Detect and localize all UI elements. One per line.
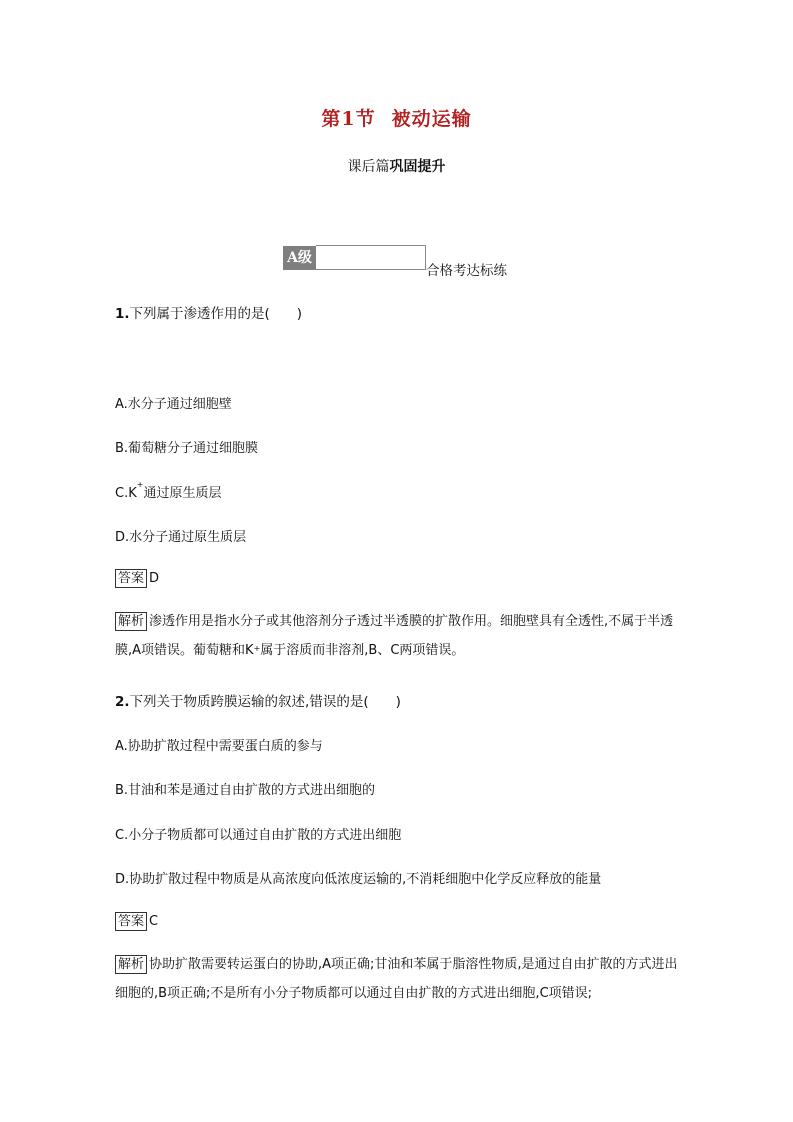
- subtitle-bold: 巩固提升: [389, 159, 446, 175]
- question-1-option-d: D.水分子通过原生质层: [115, 530, 247, 545]
- page-subtitle: [0, 156, 793, 176]
- question-2-analysis: [115, 950, 683, 1008]
- page-title: [0, 104, 793, 131]
- question-1-option-c: [115, 482, 221, 501]
- question-2-option-c: C.小分子物质都可以通过自由扩散的方式进出细胞: [115, 828, 402, 843]
- level-label: 合格考达标练: [426, 263, 507, 279]
- section-topic: 被动运输: [391, 108, 472, 130]
- question-2-text: 下列关于物质跨膜运输的叙述,错误的是( ): [129, 694, 401, 710]
- question-1-option-b: B.葡萄糖分子通过细胞膜: [115, 441, 259, 456]
- question-2-number: 2.: [115, 694, 130, 710]
- question-2-option-b: B.甘油和苯是通过自由扩散的方式进出细胞的: [115, 783, 376, 798]
- question-2-option-d: D.协助扩散过程中物质是从高浓度向低浓度运输的,不消耗细胞中化学反应释放的能量: [115, 872, 602, 887]
- subtitle-normal: 课后篇: [347, 159, 390, 175]
- analysis-text-post: 属于溶质而非溶剂,B、C两项错误。: [260, 643, 465, 658]
- question-1-stem: [115, 302, 302, 322]
- answer-value: D: [149, 571, 160, 586]
- analysis-tag: 解析: [115, 955, 147, 974]
- analysis-text: 协助扩散需要转运蛋白的协助,A项正确;甘油和苯属于脂溶性物质,是通过自由扩散的方式进出细胞的,B项正确;不是所有小分子物质都可以通过自由扩散的方式进出细胞,C项错误;: [115, 957, 678, 1001]
- analysis-superscript: +: [253, 644, 261, 653]
- question-2-option-a: A.协助扩散过程中需要蛋白质的参与: [115, 739, 323, 754]
- question-2-answer: [115, 912, 158, 931]
- option-c-prefix: C.K: [115, 486, 137, 501]
- answer-tag: 答案: [115, 569, 147, 588]
- level-box: [316, 245, 426, 270]
- answer-value: C: [149, 914, 159, 929]
- question-1-answer: [115, 569, 159, 588]
- option-c-suffix: 通过原生质层: [143, 486, 222, 501]
- analysis-text-pre: 渗透作用是指水分子或其他溶剂分子透过半透膜的扩散作用。细胞壁具有全透性,不属于半透膜,A项错误。葡萄糖和K: [115, 614, 674, 658]
- section-number: 第1节: [321, 108, 376, 130]
- option-c-superscript: +: [136, 480, 144, 489]
- question-1-analysis: [115, 607, 683, 665]
- analysis-tag: 解析: [115, 612, 147, 631]
- question-1-text: 下列属于渗透作用的是( ): [129, 306, 303, 322]
- answer-tag: 答案: [115, 912, 147, 931]
- question-2-stem: [115, 690, 401, 710]
- level-badge: A级: [283, 246, 316, 270]
- question-1-number: 1.: [115, 306, 130, 322]
- question-1-option-a: A.水分子通过细胞壁: [115, 397, 232, 412]
